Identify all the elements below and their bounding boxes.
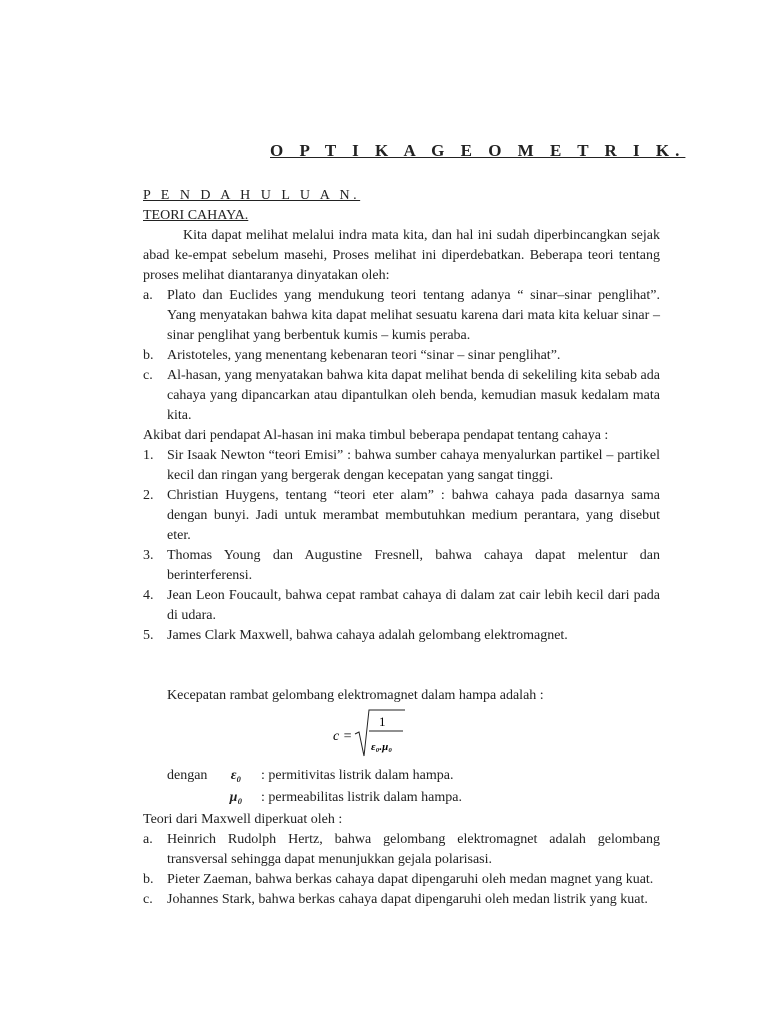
list-item [143,346,660,366]
list-item-text: Sir Isaak Newton “teori Emisi” : bahwa sumber cahaya menyalurkan partikel – partikel kecil dan ringan yang bergerak dengan kecepatan yang sangat tinggi. [167,448,660,483]
list-item-text: Aristoteles, yang menentang kebenaran teori “sinar – sinar penglihat”. [167,348,561,363]
list-item-text: Jean Leon Foucault, bahwa cepat rambat cahaya di dalam zat cair lebih kecil dari pada di udara. [167,588,660,623]
list-item-text: Plato dan Euclides yang mendukung teori tentang adanya “ sinar–sinar penglihat”. Yang menyatakan bahwa kita dapat melihat sesuatu karena dari mata kita keluar sinar – sinar penglihat yang berbentuk kumis – kumis peraba. [167,288,660,343]
speed-formula [143,706,660,766]
list-item [143,890,660,910]
mu-symbol: μ₀ [229,790,243,805]
theory-list [143,286,660,426]
definition-mu [143,788,660,808]
akibat-paragraph: Akibat dari pendapat Al-hasan ini maka timbul beberapa pendapat tentang cahaya : [143,428,609,443]
list-item-text: Johannes Stark, bahwa berkas cahaya dapat dipengaruhi oleh medan listrik yang kuat. [167,892,648,907]
maxwell-paragraph: Teori dari Maxwell diperkuat oleh : [143,812,343,827]
list-marker: c. [143,892,153,907]
list-item-text: Christian Huygens, tentang “teori eter alam” : bahwa cahaya pada dasarnya sama dengan bunyi. Jadi untuk merambat membutuhkan medium perantara, yang disebut eter. [167,488,660,543]
list-marker: a. [143,832,153,847]
list-marker: 4. [143,588,154,603]
epsilon-definition: : permitivitas listrik dalam hampa. [261,768,454,783]
list-item [143,366,660,426]
formula-numerator: 1 [379,714,386,729]
dengan-label: dengan [167,768,208,783]
list-marker: b. [143,872,154,887]
list-marker: b. [143,348,154,363]
section-heading: P E N D A H U L U A N. [143,188,361,203]
maxwell-support-list [143,830,660,910]
list-marker: 3. [143,548,154,563]
formula-lhs: c = [333,729,353,744]
list-item [143,286,660,346]
document-title: O P T I K A G E O M E T R I K. [270,141,686,160]
list-item [143,870,660,890]
list-item [143,626,660,646]
list-item-text: Pieter Zaeman, bahwa berkas cahaya dapat dipengaruhi oleh medan magnet yang kuat. [167,872,654,887]
list-item [143,546,660,586]
epsilon-symbol: ε₀ [230,768,242,783]
list-item [143,586,660,626]
mu-definition: : permeabilitas listrik dalam hampa. [261,790,462,805]
opinion-list [143,446,660,646]
kecepatan-paragraph: Kecepatan rambat gelombang elektromagnet dalam hampa adalah : [167,688,544,703]
list-item-text: Al-hasan, yang menyatakan bahwa kita dapat melihat benda di sekeliling kita sebab ada cahaya yang dipancarkan atau dipantulkan oleh benda, kemudian masuk kedalam mata kita. [167,368,660,423]
list-item-text: Thomas Young dan Augustine Fresnell, bahwa cahaya dapat melentur dan berinterferensi. [167,548,660,583]
list-marker: c. [143,368,153,383]
formula-denominator: ε₀.μ₀ [371,741,393,753]
list-item [143,830,660,870]
list-item-text: Heinrich Rudolph Hertz, bahwa gelombang elektromagnet adalah gelombang transversal sehingga dapat menunjukkan gejala polarisasi. [167,832,660,867]
definition-epsilon [143,766,660,786]
subsection-heading: TEORI CAHAYA. [143,208,249,223]
list-item [143,486,660,546]
list-marker: 5. [143,628,154,643]
list-item [143,446,660,486]
list-marker: 2. [143,488,154,503]
list-item-text: James Clark Maxwell, bahwa cahaya adalah gelombang elektromagnet. [167,628,568,643]
list-marker: 1. [143,448,154,463]
intro-paragraph: Kita dapat melihat melalui indra mata kita, dan hal ini sudah diperbincangkan sejak abad ke-empat sebelum masehi, Proses melihat ini diperdebatkan. Beberapa teori tentang proses melihat diantaranya dinyatakan oleh: [143,228,660,283]
list-marker: a. [143,288,153,303]
